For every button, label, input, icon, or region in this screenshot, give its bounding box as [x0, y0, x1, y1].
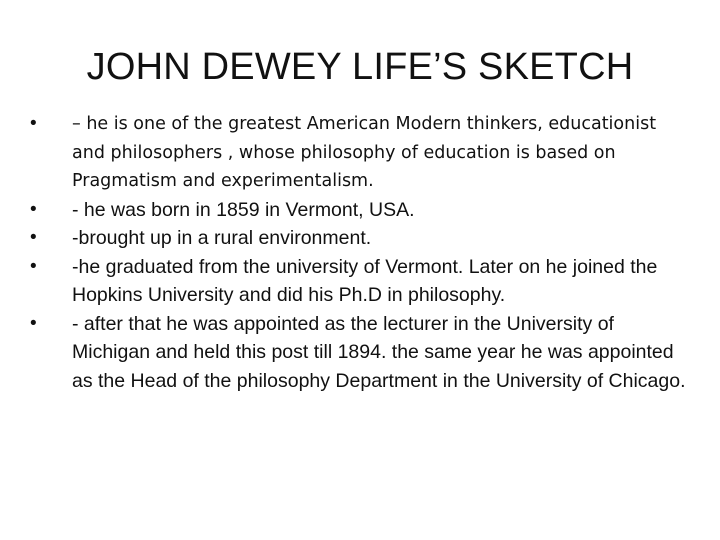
bullet-item [30, 224, 690, 253]
bullet-text: – he is one of the greatest American Modern thinkers, educationist and philosophers , whose philosophy of education is based on Pragmatism and experimentalism. [72, 114, 657, 191]
slide-title: JOHN DEWEY LIFE’S SKETCH [86, 46, 634, 88]
bullet-item [30, 310, 690, 396]
bullet-marker: • [30, 113, 37, 134]
bullet-item [30, 253, 690, 310]
bullet-item [30, 110, 690, 196]
bullet-text: -brought up in a rural environment. [72, 227, 372, 249]
bullet-marker: • [30, 227, 37, 248]
bullet-marker: • [30, 255, 37, 277]
bullet-item [30, 196, 690, 225]
bullet-marker: • [30, 198, 37, 220]
bullet-text: - he was born in 1859 in Vermont, USA. [72, 198, 415, 221]
bullet-text: -he graduated from the university of Vermont. Later on he joined the Hopkins University and did his Ph.D in philosophy. [72, 255, 658, 306]
bullet-text: - after that he was appointed as the lecturer in the University of Michigan and held this post till 1894. the same year he was appointed as the Head of the philosophy Department in the University of Chicago. [72, 312, 686, 392]
bullet-list [30, 110, 690, 395]
bullet-marker: • [30, 312, 37, 334]
